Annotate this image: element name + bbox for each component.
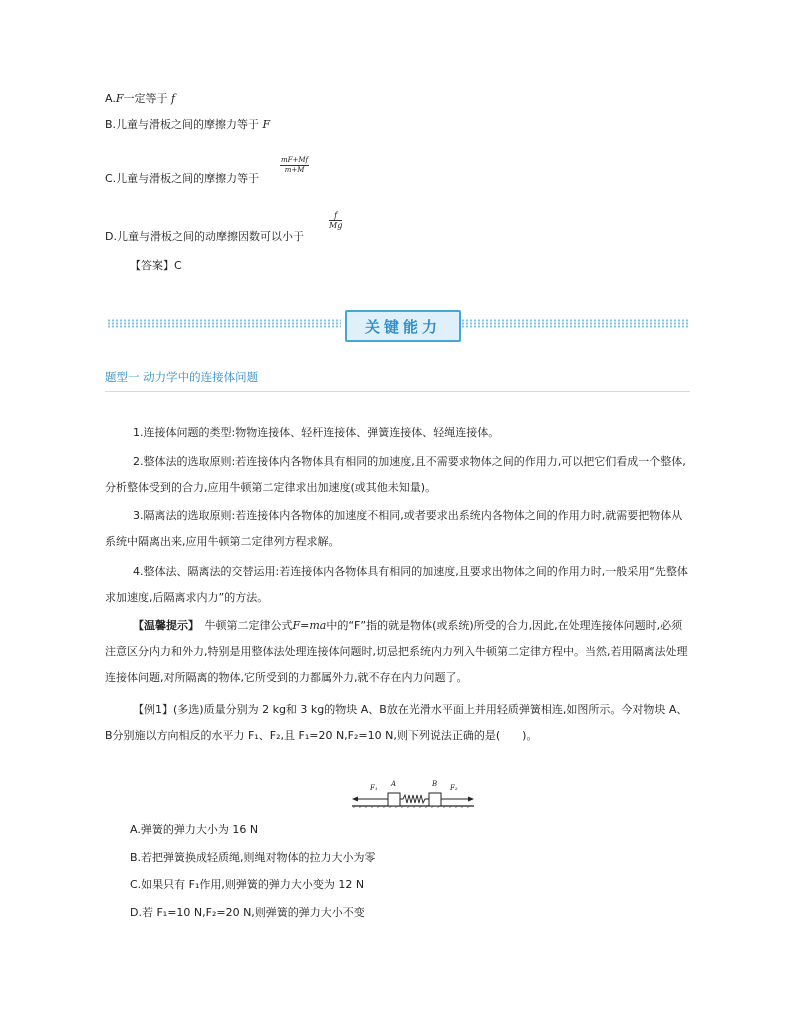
section-banner-title: 关键能力 xyxy=(364,318,441,336)
block-a xyxy=(388,793,400,806)
fraction-denominator: m+M xyxy=(284,166,305,174)
example-option-a: A.弹簧的弹力大小为 16 N xyxy=(130,823,259,836)
force-f2-arrow xyxy=(468,797,474,802)
option-b-line xyxy=(105,118,270,132)
tip-paragraph xyxy=(105,613,690,691)
option-a-var2: f xyxy=(170,92,176,105)
option-a-var: F xyxy=(115,92,124,105)
force-f1-arrow xyxy=(352,797,358,802)
option-a-text: 一定等于 xyxy=(123,92,168,105)
option-d-text: D.儿童与滑板之间的动摩擦因数可以小于 xyxy=(105,230,304,243)
section-banner xyxy=(345,310,461,342)
example-text: (多选)质量分别为 2 kg和 3 kg的物块 A、B放在光滑水平面上并用轻质弹簧相连,如图所示。今对物块 A、B分别施以方向相反的水平力 F₁、F₂,且 F₁=20 N,F₂=10 N,则下列说法正确的是( )。 xyxy=(105,703,688,742)
point-1: 1.连接体问题的类型:物物连接体、轻杆连接体、弹簧连接体、轻绳连接体。 xyxy=(133,426,500,439)
tip-formula: F=ma xyxy=(292,619,327,632)
spring xyxy=(400,795,429,803)
fraction-denominator: Mg xyxy=(329,221,343,230)
answer-value: C xyxy=(174,259,182,272)
fraction-numerator: f xyxy=(329,211,342,221)
tip-text: 中的“F”指的就是物体(或系统)所受的合力,因此,在处理连接体问题时,必须注意区分内力和外力,特别是用整体法处理连接体问题时,切忌把系统内力列入牛顿第二定律方程中。当然,若用隔离法处理连接体问题,对所隔离的物体,它所受到的力都属外力,就不存在内力问题了。 xyxy=(105,619,688,684)
option-a-line xyxy=(105,92,175,106)
option-c-text: C.儿童与滑板之间的摩擦力等于 xyxy=(105,172,260,185)
option-b-text: B.儿童与滑板之间的摩擦力等于 xyxy=(105,118,260,131)
option-d-line xyxy=(105,230,304,244)
option-a-prefix: A. xyxy=(105,92,116,105)
fraction-numerator: mF+Mf xyxy=(281,156,309,164)
label-b: B xyxy=(432,780,438,788)
spring-block-figure xyxy=(350,776,476,808)
topic-divider xyxy=(105,391,690,392)
point-4: 4.整体法、隔离法的交替运用:若连接体内各物体具有相同的加速度,且要求出物体之间的作用力时,一般采用“先整体求加速度,后隔离求内力”的方法。 xyxy=(105,565,688,604)
tip-label: 【温馨提示】 xyxy=(133,619,194,632)
option-c-fraction xyxy=(280,156,309,175)
example-option-b: B.若把弹簧换成轻质绳,则绳对物体的拉力大小为零 xyxy=(130,851,376,864)
label-f2: F₂ xyxy=(450,784,458,792)
point-2: 2.整体法的选取原则:若连接体内各物体具有相同的加速度,且不需要求物体之间的作用力,可以把它们看成一个整体,分析整体受到的合力,应用牛顿第二定律求出加速度(或其他未知量)。 xyxy=(105,455,686,494)
answer-line xyxy=(130,259,182,273)
banner-dots-left xyxy=(107,319,341,328)
example-option-d: D.若 F₁=10 N,F₂=20 N,则弹簧的弹力大小不变 xyxy=(130,906,365,919)
option-d-fraction xyxy=(329,211,342,230)
example-label: 【例1】 xyxy=(133,703,173,716)
example-option-c: C.如果只有 F₁作用,则弹簧的弹力大小变为 12 N xyxy=(130,878,365,891)
option-b-var: F xyxy=(262,118,271,131)
tip-pre: 牛顿第二定律公式 xyxy=(204,619,293,632)
banner-dots-right xyxy=(461,319,689,328)
answer-label: 【答案】 xyxy=(130,259,174,272)
label-a: A xyxy=(391,780,397,788)
topic-title: 题型一 动力学中的连接体问题 xyxy=(105,370,259,384)
example-paragraph xyxy=(105,697,690,749)
block-b xyxy=(429,793,441,806)
label-f1: F₁ xyxy=(370,784,378,792)
option-c-line xyxy=(105,172,259,186)
point-3: 3.隔离法的选取原则:若连接体内各物体的加速度不相同,或者要求出系统内各物体之间的作用力时,就需要把物体从系统中隔离出来,应用牛顿第二定律列方程求解。 xyxy=(105,509,683,548)
